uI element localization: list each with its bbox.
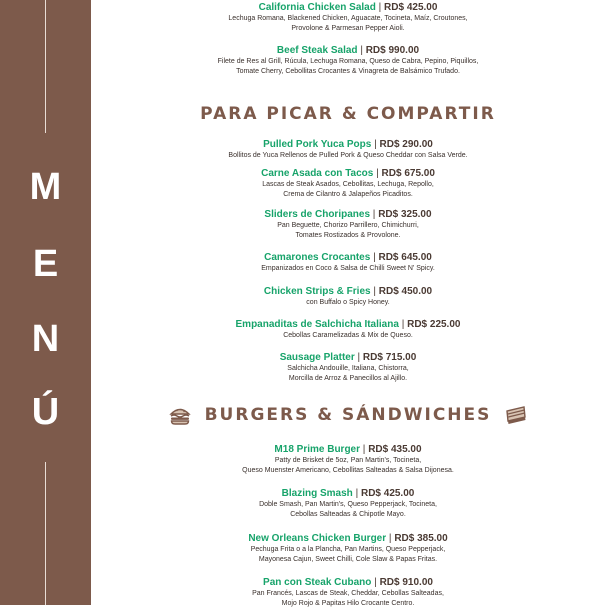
item-name: Pulled Pork Yuca Pops — [263, 139, 372, 150]
item-name: Chicken Strips & Fries — [263, 286, 371, 297]
sidebar-divider-bottom — [45, 462, 46, 605]
menu-item-title — [91, 577, 605, 589]
menu-item — [91, 319, 605, 341]
price-separator: | — [357, 352, 361, 363]
item-name: Carne Asada con Tacos — [261, 168, 374, 179]
menu-item — [91, 168, 605, 200]
sidebar-letter-n: N — [31, 318, 60, 360]
item-name: Sausage Platter — [279, 352, 355, 363]
item-description-line: Provolone & Parmesan Pepper Aioli. — [291, 25, 405, 32]
sidebar-letter-u: Ú — [31, 391, 60, 433]
menu-item — [91, 286, 605, 308]
price-separator: | — [401, 319, 405, 330]
item-description-line: con Buffalo o Spicy Honey. — [306, 299, 390, 306]
item-price: RD$ 910.00 — [379, 577, 433, 588]
item-price: RD$ 225.00 — [407, 319, 461, 330]
item-name: New Orleans Chicken Burger — [248, 533, 387, 544]
item-name: California Chicken Salad — [258, 2, 376, 13]
item-price: RD$ 435.00 — [368, 444, 422, 455]
menu-item — [91, 352, 605, 384]
menu-item — [91, 209, 605, 241]
item-price: RD$ 425.00 — [384, 2, 438, 13]
item-description-line: Doble Smash, Pan Martin's, Queso Pepperjack, Tocineta, — [259, 501, 437, 508]
price-separator: | — [374, 577, 377, 588]
price-separator: | — [372, 209, 376, 220]
item-price: RD$ 425.00 — [360, 488, 415, 499]
item-description-line: Lechuga Romana, Blackened Chicken, Aguacate, Tocineta, Maíz, Croutones, — [228, 15, 468, 22]
section-heading-burgers-text: BURGERS & SÁNDWICHES — [204, 405, 492, 425]
menu-item — [91, 45, 605, 77]
menu-content — [91, 0, 605, 605]
menu-item — [91, 139, 605, 161]
item-description-line: Cebollas Salteadas & Chipotle Mayo. — [290, 511, 406, 518]
sidebar-letter-e: E — [32, 243, 59, 285]
item-name: Camarones Crocantes — [264, 252, 371, 263]
menu-item-title — [91, 444, 605, 456]
price-separator: | — [376, 168, 379, 179]
menu-item-title — [91, 139, 605, 151]
item-description-line: Tomates Rostizados & Provolone. — [295, 232, 401, 239]
item-description-line: Crema de Cilantro & Jalapeños Picaditos. — [283, 191, 413, 198]
item-name: M18 Prime Burger — [274, 444, 361, 455]
menu-item-title — [91, 533, 605, 545]
menu-item — [91, 444, 605, 476]
item-price: RD$ 385.00 — [394, 533, 448, 544]
menu-item — [91, 252, 605, 274]
menu-item — [91, 2, 605, 34]
item-description-line: Pan Beguette, Chorizo Parrillero, Chimichurri, — [277, 222, 419, 229]
item-price: RD$ 715.00 — [362, 352, 417, 363]
section-heading-picar: PARA PICAR & COMPARTIR — [200, 104, 496, 124]
item-description-line: Queso Muenster Americano, Cebollitas Salteadas & Salsa Dijonesa. — [242, 467, 454, 474]
item-name: Empanaditas de Salchicha Italiana — [235, 319, 399, 330]
price-separator: | — [360, 45, 363, 56]
menu-item-title — [91, 488, 605, 500]
price-separator: | — [373, 252, 376, 263]
item-description-line: Pan Francés, Lascas de Steak, Cheddar, Cebollas Salteadas, — [252, 590, 444, 597]
menu-item-title — [91, 286, 605, 298]
menu-item-title — [91, 252, 605, 264]
item-price: RD$ 990.00 — [365, 45, 420, 56]
item-description-line: Morcilla de Arroz & Panecillos al Ajillo. — [288, 375, 408, 382]
item-price: RD$ 450.00 — [378, 286, 433, 297]
price-separator: | — [362, 444, 366, 455]
item-price: RD$ 675.00 — [381, 168, 435, 179]
item-description-line: Pechuga Frita o a la Plancha, Pan Martins, Queso Pepperjack, — [250, 546, 446, 553]
item-description-line: Empanizados en Coco & Salsa de Chilli Sweet N' Spicy. — [261, 265, 435, 272]
item-price: RD$ 290.00 — [379, 139, 433, 150]
item-name: Blazing Smash — [281, 488, 353, 499]
sandwich-icon — [505, 405, 527, 425]
item-price: RD$ 645.00 — [378, 252, 432, 263]
item-description-line: Tomate Cherry, Cebollitas Crocantes & Vinagreta de Balsámico Trufado. — [236, 68, 460, 75]
price-separator: | — [374, 139, 377, 150]
item-description-line: Salchicha Andouille, Italiana, Chistorra, — [287, 365, 409, 372]
menu-item-title — [91, 319, 605, 331]
item-description-line: Mayonesa Cajun, Sweet Chilli, Cole Slaw & Papas Fritas. — [258, 556, 438, 563]
item-name: Pan con Steak Cubano — [263, 577, 372, 588]
burger-icon — [169, 405, 191, 425]
price-separator: | — [355, 488, 359, 499]
item-description-line: Filete de Res al Grill, Rúcula, Lechuga Romana, Queso de Cabra, Pepino, Piquillos, — [217, 58, 479, 65]
item-description-line: Cebollas Caramelizadas & Mix de Queso. — [283, 332, 413, 339]
price-separator: | — [378, 2, 382, 13]
menu-item-title — [91, 45, 605, 57]
menu-item — [91, 488, 605, 520]
sidebar-letter-m: M — [29, 166, 62, 208]
item-name: Beef Steak Salad — [276, 45, 358, 56]
item-description-line: Bollitos de Yuca Rellenos de Pulled Pork & Queso Cheddar con Salsa Verde. — [228, 152, 468, 159]
item-description-line: Patty de Brisket de 5oz, Pan Martin's, Tocineta, — [274, 457, 422, 464]
item-name: Sliders de Choripanes — [264, 209, 371, 220]
item-description-line: Lascas de Steak Asados, Cebollitas, Lechuga, Repollo, — [262, 181, 434, 188]
price-separator: | — [373, 286, 376, 297]
item-price: RD$ 325.00 — [378, 209, 432, 220]
menu-item — [91, 533, 605, 565]
price-separator: | — [388, 533, 392, 544]
section-heading-burgers — [91, 404, 605, 426]
menu-item-title — [91, 352, 605, 364]
menu-item-title — [91, 2, 605, 14]
item-description-line: Mojo Rojo & Papitas Hilo Crocante Centro. — [281, 600, 415, 607]
sidebar-band — [0, 0, 91, 605]
sidebar-divider-top — [45, 0, 46, 133]
menu-item-title — [91, 209, 605, 221]
menu-item — [91, 577, 605, 609]
menu-item-title — [91, 168, 605, 180]
